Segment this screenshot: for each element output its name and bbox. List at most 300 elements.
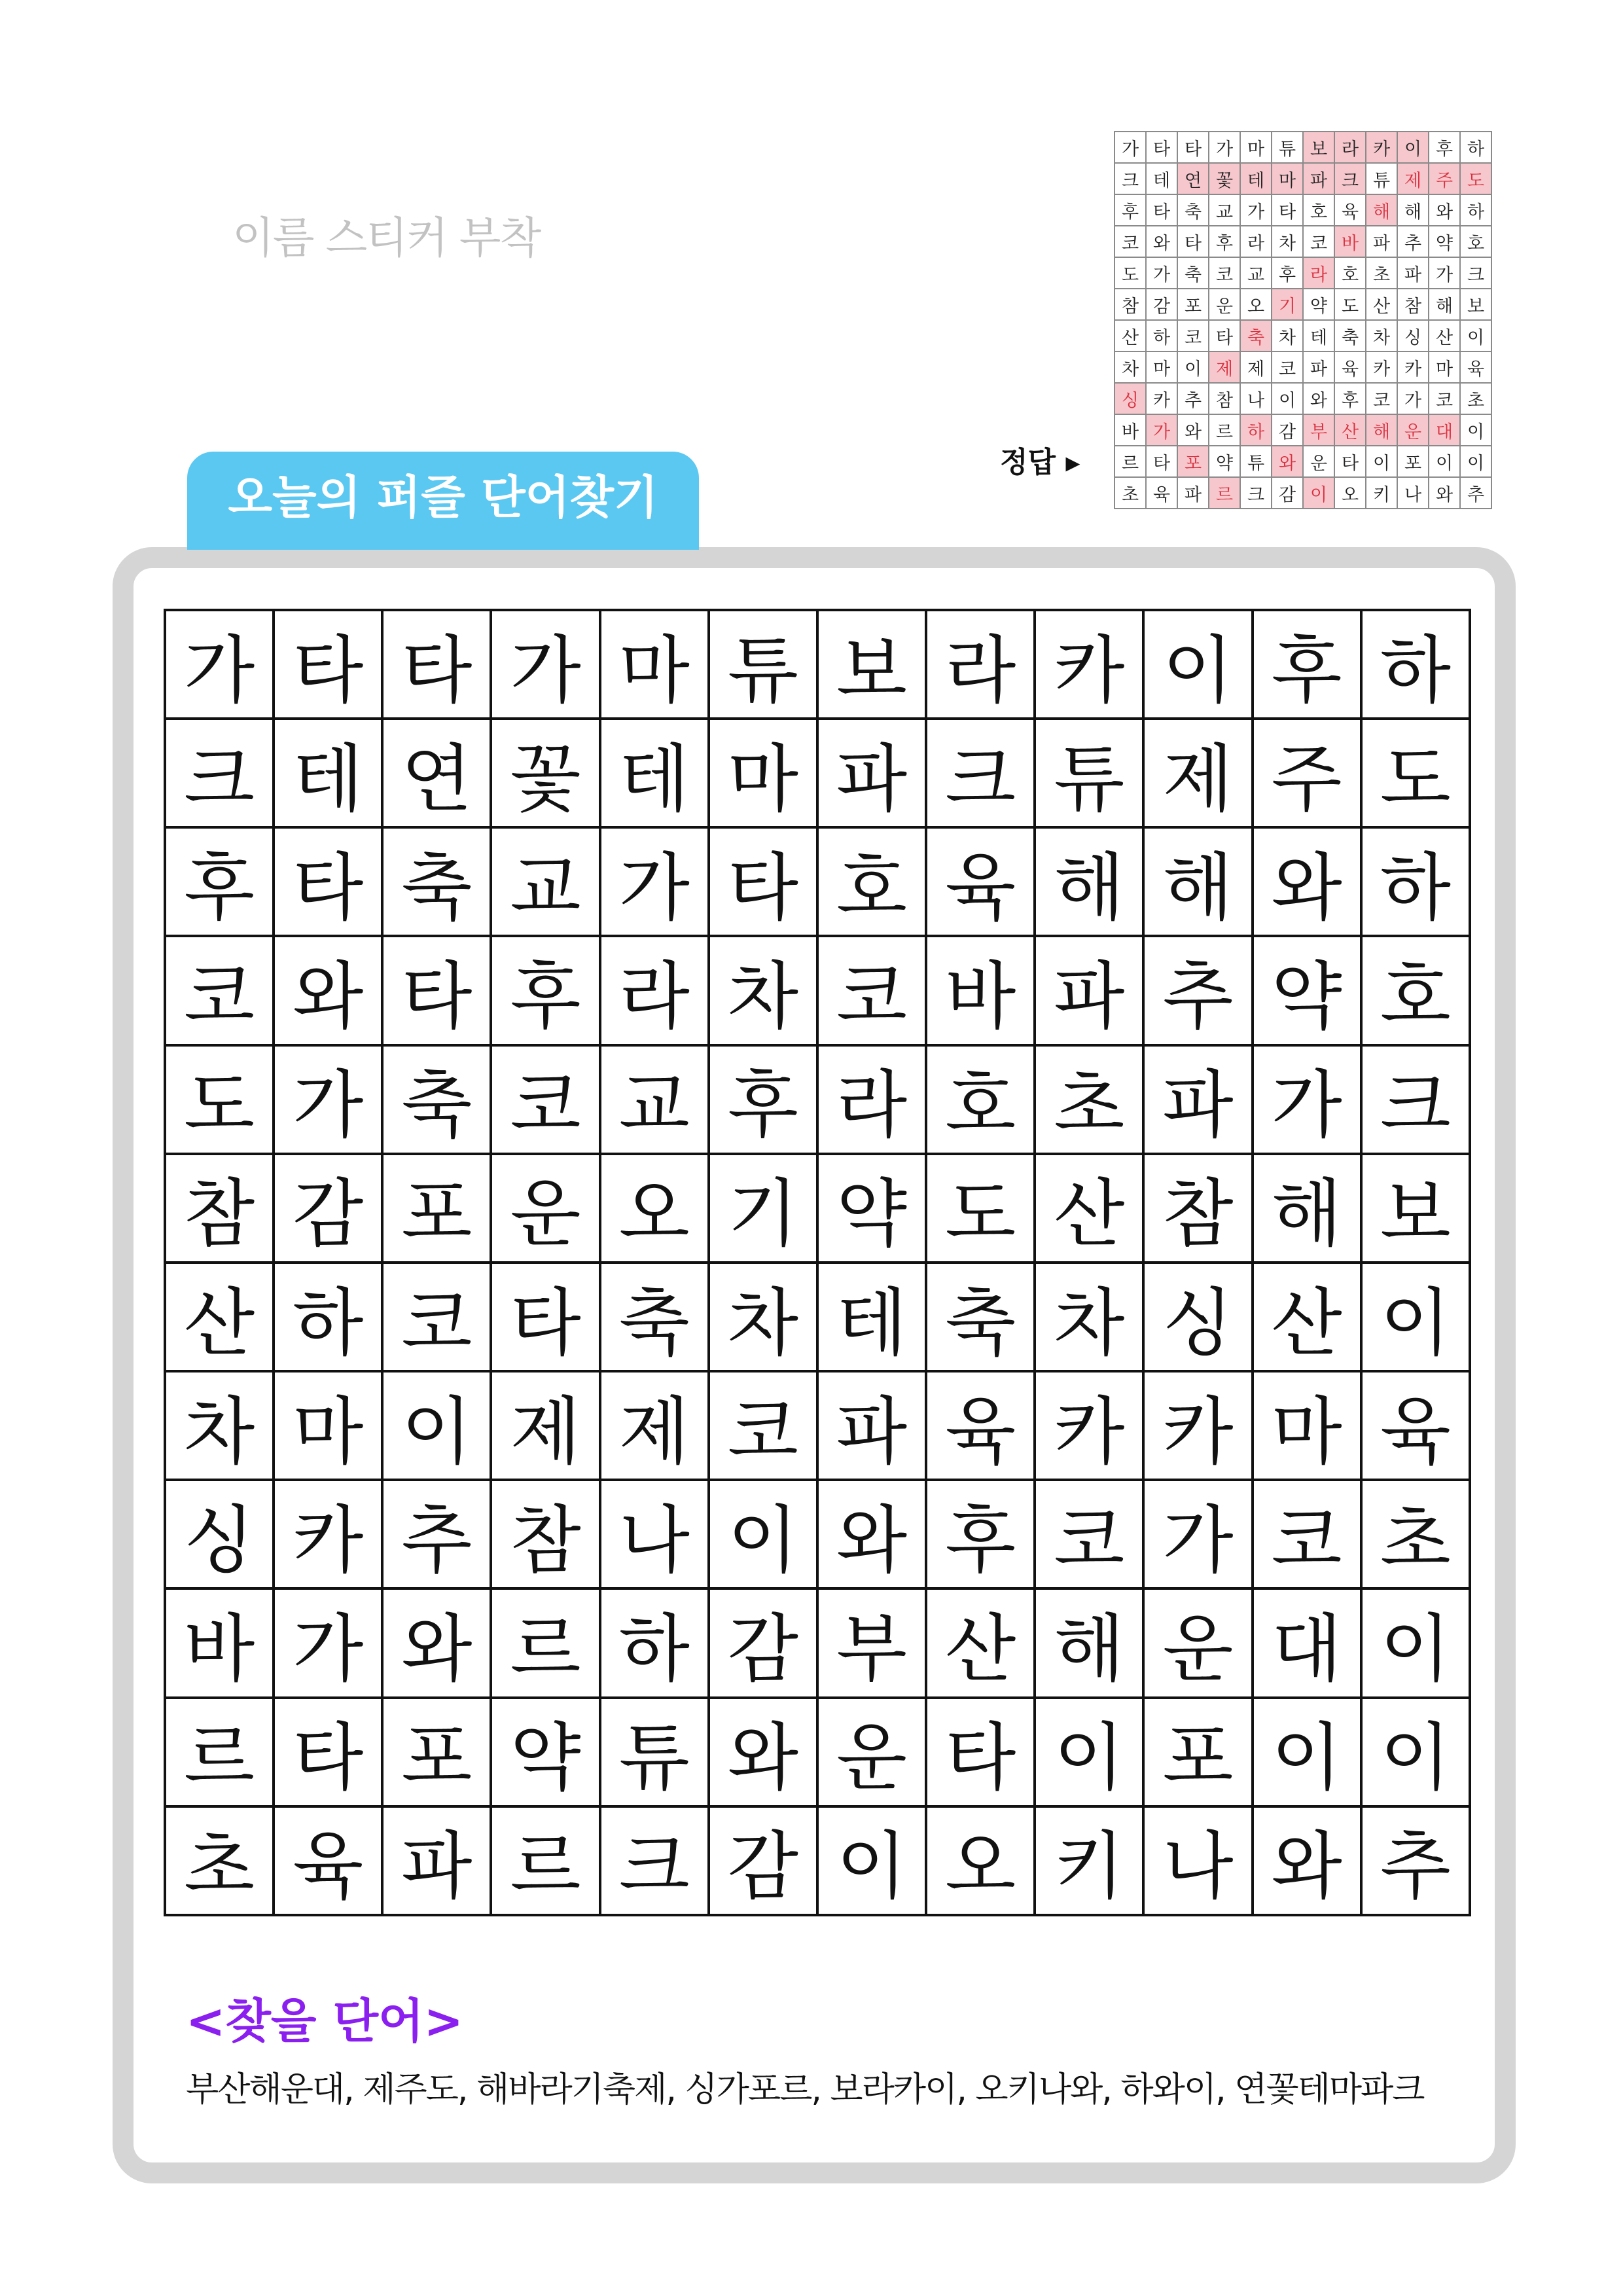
grid-cell: 육 <box>1361 1371 1470 1480</box>
answer-grid-cell: 약 <box>1303 289 1334 320</box>
answer-grid-cell: 이 <box>1366 446 1397 477</box>
grid-cell: 튜 <box>1035 719 1143 827</box>
grid-cell: 마 <box>600 610 709 719</box>
grid-cell: 와 <box>1253 1806 1361 1915</box>
grid-cell: 타 <box>926 1698 1035 1806</box>
grid-cell-row <box>165 936 1470 1045</box>
grid-cell: 이 <box>1253 1698 1361 1806</box>
grid-cell: 타 <box>709 827 817 936</box>
grid-cell: 가 <box>491 610 599 719</box>
answer-grid-cell: 축 <box>1177 257 1209 289</box>
grid-cell: 와 <box>817 1480 926 1588</box>
grid-cell: 나 <box>1143 1806 1252 1915</box>
answer-grid-cell-row <box>1115 477 1491 509</box>
grid-cell: 산 <box>926 1588 1035 1697</box>
answer-grid-cell: 후 <box>1334 383 1366 414</box>
answer-grid-cell: 육 <box>1334 351 1366 383</box>
grid-cell: 약 <box>491 1698 599 1806</box>
grid-cell: 파 <box>382 1806 491 1915</box>
answer-grid-cell: 포 <box>1397 446 1429 477</box>
answer-grid-cell: 하 <box>1460 194 1491 226</box>
answer-grid-cell: 마 <box>1240 132 1272 163</box>
answer-grid-cell: 산 <box>1366 289 1397 320</box>
grid-cell: 크 <box>1361 1045 1470 1154</box>
grid-cell-row <box>165 1480 1470 1588</box>
answer-grid-cell: 후 <box>1272 257 1303 289</box>
grid-cell: 코 <box>382 1263 491 1371</box>
answer-grid-cell: 이 <box>1460 320 1491 351</box>
grid-cell: 제 <box>1143 719 1252 827</box>
answer-grid-cell: 도 <box>1460 163 1491 194</box>
grid-cell: 타 <box>382 610 491 719</box>
grid-cell: 바 <box>926 936 1035 1045</box>
answer-grid-cell: 르 <box>1209 477 1240 509</box>
grid-cell: 마 <box>274 1371 382 1480</box>
answer-grid-cell: 파 <box>1397 257 1429 289</box>
answer-grid-cell: 산 <box>1115 320 1146 351</box>
grid-cell: 코 <box>1253 1480 1361 1588</box>
answer-grid-cell: 와 <box>1429 194 1460 226</box>
grid-cell: 축 <box>382 1045 491 1154</box>
grid-cell: 초 <box>1035 1045 1143 1154</box>
grid-cell: 르 <box>491 1806 599 1915</box>
answer-grid-cell: 바 <box>1334 226 1366 257</box>
grid-cell-row <box>165 719 1470 827</box>
answer-grid-cell: 참 <box>1115 289 1146 320</box>
grid-cell: 바 <box>165 1588 274 1697</box>
answer-grid-cell-row <box>1115 289 1491 320</box>
grid-cell: 이 <box>709 1480 817 1588</box>
grid-cell-row <box>165 827 1470 936</box>
answer-grid-cell: 타 <box>1146 446 1177 477</box>
answer-grid-cell: 가 <box>1115 132 1146 163</box>
grid-cell: 라 <box>926 610 1035 719</box>
grid-cell: 후 <box>709 1045 817 1154</box>
answer-grid-cell: 운 <box>1209 289 1240 320</box>
grid-cell: 축 <box>382 827 491 936</box>
grid-cell: 해 <box>1035 1588 1143 1697</box>
answer-grid-cell: 코 <box>1177 320 1209 351</box>
grid-cell: 감 <box>709 1588 817 1697</box>
answer-grid-cell: 육 <box>1146 477 1177 509</box>
grid-cell-row <box>165 1045 1470 1154</box>
answer-grid-cell: 마 <box>1272 163 1303 194</box>
answer-grid-cell: 싱 <box>1115 383 1146 414</box>
grid-cell: 타 <box>382 936 491 1045</box>
answer-grid-cell: 르 <box>1209 414 1240 446</box>
answer-grid-cell: 오 <box>1334 477 1366 509</box>
grid-cell: 차 <box>709 936 817 1045</box>
answer-grid-cell: 하 <box>1460 132 1491 163</box>
answer-grid-cell: 도 <box>1115 257 1146 289</box>
answer-grid-cell: 파 <box>1303 163 1334 194</box>
grid-cell: 보 <box>1361 1154 1470 1263</box>
answer-grid-cell-row <box>1115 257 1491 289</box>
grid-cell: 튜 <box>709 610 817 719</box>
answer-grid-cell: 포 <box>1177 289 1209 320</box>
answer-grid-cell: 축 <box>1177 194 1209 226</box>
answer-grid-cell: 가 <box>1397 383 1429 414</box>
answer-grid-cell: 제 <box>1397 163 1429 194</box>
answer-grid-cell: 감 <box>1272 477 1303 509</box>
grid-cell: 해 <box>1253 1154 1361 1263</box>
answer-grid-cell: 라 <box>1240 226 1272 257</box>
answer-grid-cell: 테 <box>1303 320 1334 351</box>
grid-cell: 육 <box>926 827 1035 936</box>
grid-cell: 크 <box>600 1806 709 1915</box>
grid-cell: 르 <box>165 1698 274 1806</box>
answer-grid-cell: 코 <box>1272 351 1303 383</box>
name-sticker-label: 이름 스티커 부착 <box>232 213 541 263</box>
answer-grid-cell: 카 <box>1146 383 1177 414</box>
grid-cell: 타 <box>274 1698 382 1806</box>
grid-cell: 축 <box>600 1263 709 1371</box>
answer-grid-cell: 이 <box>1303 477 1334 509</box>
answer-grid-cell: 포 <box>1177 446 1209 477</box>
answer-grid-cell: 초 <box>1366 257 1397 289</box>
grid-cell: 나 <box>600 1480 709 1588</box>
answer-grid-cell: 제 <box>1240 351 1272 383</box>
answer-grid-cell: 와 <box>1146 226 1177 257</box>
grid-cell: 교 <box>600 1045 709 1154</box>
grid-cell: 가 <box>1143 1480 1252 1588</box>
grid-cell: 가 <box>1253 1045 1361 1154</box>
answer-grid-cell: 카 <box>1366 351 1397 383</box>
grid-cell: 타 <box>491 1263 599 1371</box>
grid-cell: 이 <box>382 1371 491 1480</box>
grid-cell: 후 <box>1253 610 1361 719</box>
grid-cell-row <box>165 1588 1470 1697</box>
answer-grid-cell: 차 <box>1115 351 1146 383</box>
answer-grid-cell: 나 <box>1397 477 1429 509</box>
grid-cell: 차 <box>165 1371 274 1480</box>
answer-grid-cell: 가 <box>1146 414 1177 446</box>
answer-grid-cell: 이 <box>1177 351 1209 383</box>
grid-cell: 차 <box>1035 1263 1143 1371</box>
grid-cell: 차 <box>709 1263 817 1371</box>
answer-grid-cell: 코 <box>1366 383 1397 414</box>
grid-cell-row <box>165 1371 1470 1480</box>
grid-cell: 싱 <box>1143 1263 1252 1371</box>
grid-cell: 해 <box>1035 827 1143 936</box>
answer-grid-cell: 차 <box>1272 226 1303 257</box>
word-search-grid <box>164 609 1471 1916</box>
answer-grid-cell: 타 <box>1334 446 1366 477</box>
grid-cell: 르 <box>491 1588 599 1697</box>
answer-grid-cell: 추 <box>1177 383 1209 414</box>
grid-cell: 후 <box>491 936 599 1045</box>
words-to-find-title: <찾을 단어> <box>186 1994 463 2049</box>
grid-cell: 해 <box>1143 827 1252 936</box>
answer-grid-cell: 감 <box>1272 414 1303 446</box>
grid-cell: 테 <box>600 719 709 827</box>
puzzle-title-tab: 오늘의 퍼즐 단어찾기 <box>187 452 699 550</box>
grid-cell-row <box>165 1263 1470 1371</box>
grid-cell: 라 <box>817 1045 926 1154</box>
grid-cell: 참 <box>491 1480 599 1588</box>
answer-grid-cell: 크 <box>1240 477 1272 509</box>
grid-cell: 운 <box>1143 1588 1252 1697</box>
answer-grid-cell: 마 <box>1429 351 1460 383</box>
grid-cell: 초 <box>165 1806 274 1915</box>
grid-cell: 파 <box>1143 1045 1252 1154</box>
answer-grid-cell: 와 <box>1303 383 1334 414</box>
answer-grid-cell: 오 <box>1240 289 1272 320</box>
answer-grid-cell: 호 <box>1334 257 1366 289</box>
grid-cell-row <box>165 1154 1470 1263</box>
grid-cell: 산 <box>1035 1154 1143 1263</box>
answer-grid-cell: 와 <box>1272 446 1303 477</box>
grid-cell: 코 <box>817 936 926 1045</box>
grid-cell: 육 <box>926 1371 1035 1480</box>
grid-cell: 파 <box>1035 936 1143 1045</box>
answer-grid-cell: 크 <box>1460 257 1491 289</box>
answer-grid-cell: 이 <box>1429 446 1460 477</box>
grid-cell: 하 <box>600 1588 709 1697</box>
answer-grid-cell: 타 <box>1209 320 1240 351</box>
answer-key-grid <box>1114 131 1492 509</box>
answer-grid-cell: 튜 <box>1366 163 1397 194</box>
answer-grid-cell: 차 <box>1272 320 1303 351</box>
grid-cell: 기 <box>709 1154 817 1263</box>
answer-grid-cell: 와 <box>1429 477 1460 509</box>
grid-cell: 부 <box>817 1588 926 1697</box>
answer-grid-cell: 파 <box>1177 477 1209 509</box>
grid-cell: 포 <box>1143 1698 1252 1806</box>
grid-cell: 추 <box>1143 936 1252 1045</box>
grid-cell: 호 <box>926 1045 1035 1154</box>
answer-grid-cell: 타 <box>1177 132 1209 163</box>
answer-grid-cell: 해 <box>1366 414 1397 446</box>
answer-grid-cell-row <box>1115 226 1491 257</box>
grid-cell: 타 <box>274 610 382 719</box>
grid-cell: 추 <box>382 1480 491 1588</box>
grid-cell: 포 <box>382 1698 491 1806</box>
answer-grid-cell: 도 <box>1334 289 1366 320</box>
answer-grid-cell: 약 <box>1209 446 1240 477</box>
answer-grid-cell: 싱 <box>1397 320 1429 351</box>
grid-cell: 마 <box>1253 1371 1361 1480</box>
answer-grid-cell: 육 <box>1460 351 1491 383</box>
grid-cell: 코 <box>709 1371 817 1480</box>
answer-grid-cell: 가 <box>1146 257 1177 289</box>
grid-cell: 코 <box>491 1045 599 1154</box>
answer-grid-cell: 파 <box>1366 226 1397 257</box>
grid-cell: 코 <box>1035 1480 1143 1588</box>
grid-cell: 카 <box>1035 610 1143 719</box>
answer-grid-cell: 카 <box>1397 351 1429 383</box>
answer-grid-cell: 축 <box>1334 320 1366 351</box>
answer-grid-cell-row <box>1115 163 1491 194</box>
answer-grid-cell: 바 <box>1115 414 1146 446</box>
answer-grid-cell: 마 <box>1146 351 1177 383</box>
grid-cell: 참 <box>1143 1154 1252 1263</box>
grid-cell: 라 <box>600 936 709 1045</box>
answer-grid-cell: 초 <box>1115 477 1146 509</box>
answer-grid-cell: 꽃 <box>1209 163 1240 194</box>
grid-cell: 이 <box>817 1806 926 1915</box>
answer-label: 정답 ▸ <box>1000 446 1080 479</box>
grid-cell: 테 <box>274 719 382 827</box>
grid-cell: 가 <box>600 827 709 936</box>
answer-grid-cell: 르 <box>1115 446 1146 477</box>
answer-grid-cell: 코 <box>1429 383 1460 414</box>
grid-cell: 대 <box>1253 1588 1361 1697</box>
grid-cell: 카 <box>1035 1371 1143 1480</box>
grid-cell: 도 <box>1361 719 1470 827</box>
answer-grid-cell: 키 <box>1366 477 1397 509</box>
answer-grid-cell: 운 <box>1303 446 1334 477</box>
answer-grid-cell: 후 <box>1209 226 1240 257</box>
answer-grid-cell: 참 <box>1397 289 1429 320</box>
grid-cell: 마 <box>709 719 817 827</box>
answer-grid-cell-row <box>1115 351 1491 383</box>
answer-grid-cell: 타 <box>1272 194 1303 226</box>
answer-grid-cell: 나 <box>1240 383 1272 414</box>
grid-cell: 보 <box>817 610 926 719</box>
grid-cell: 산 <box>165 1263 274 1371</box>
answer-grid-cell: 테 <box>1240 163 1272 194</box>
grid-cell-row <box>165 1806 1470 1915</box>
answer-grid-cell: 부 <box>1303 414 1334 446</box>
answer-grid-cell: 가 <box>1209 132 1240 163</box>
answer-grid-cell: 라 <box>1303 257 1334 289</box>
grid-cell: 운 <box>491 1154 599 1263</box>
grid-cell: 이 <box>1361 1588 1470 1697</box>
grid-cell: 도 <box>165 1045 274 1154</box>
answer-grid-cell: 코 <box>1303 226 1334 257</box>
answer-grid-cell: 하 <box>1240 414 1272 446</box>
answer-grid-cell: 보 <box>1303 132 1334 163</box>
grid-cell: 파 <box>817 719 926 827</box>
answer-grid-cell-row <box>1115 132 1491 163</box>
grid-cell: 제 <box>600 1371 709 1480</box>
answer-grid-cell: 튜 <box>1240 446 1272 477</box>
answer-grid-cell: 가 <box>1240 194 1272 226</box>
grid-cell: 와 <box>382 1588 491 1697</box>
answer-grid-cell: 튜 <box>1272 132 1303 163</box>
words-to-find-list: 부산해운대, 제주도, 해바라기축제, 싱가포르, 보라카이, 오키나와, 하와이, 연꽃테마파크 <box>186 2070 1424 2109</box>
grid-cell: 후 <box>926 1480 1035 1588</box>
answer-grid-cell: 호 <box>1303 194 1334 226</box>
answer-grid-cell: 기 <box>1272 289 1303 320</box>
grid-cell-row <box>165 610 1470 719</box>
answer-grid-cell: 카 <box>1366 132 1397 163</box>
grid-cell: 파 <box>817 1371 926 1480</box>
grid-cell: 이 <box>1035 1698 1143 1806</box>
answer-grid-cell: 해 <box>1397 194 1429 226</box>
answer-grid-cell: 보 <box>1460 289 1491 320</box>
grid-cell: 크 <box>926 719 1035 827</box>
answer-grid-cell: 코 <box>1115 226 1146 257</box>
grid-cell: 감 <box>274 1154 382 1263</box>
grid-cell: 코 <box>165 936 274 1045</box>
answer-grid-cell: 산 <box>1429 320 1460 351</box>
answer-grid-cell: 이 <box>1397 132 1429 163</box>
grid-cell: 튜 <box>600 1698 709 1806</box>
grid-cell: 오 <box>926 1806 1035 1915</box>
grid-cell: 하 <box>1361 610 1470 719</box>
answer-grid-cell: 후 <box>1429 132 1460 163</box>
grid-cell: 카 <box>274 1480 382 1588</box>
answer-grid-cell: 이 <box>1460 414 1491 446</box>
grid-cell: 초 <box>1361 1480 1470 1588</box>
answer-grid-cell-row <box>1115 414 1491 446</box>
answer-grid-cell: 해 <box>1429 289 1460 320</box>
answer-grid-cell: 초 <box>1460 383 1491 414</box>
answer-grid-cell-row <box>1115 446 1491 477</box>
grid-cell: 하 <box>274 1263 382 1371</box>
grid-cell: 하 <box>1361 827 1470 936</box>
answer-grid-cell-row <box>1115 320 1491 351</box>
answer-grid-cell: 제 <box>1209 351 1240 383</box>
answer-grid-cell: 교 <box>1240 257 1272 289</box>
grid-cell: 도 <box>926 1154 1035 1263</box>
answer-grid-cell: 호 <box>1460 226 1491 257</box>
grid-cell: 가 <box>274 1588 382 1697</box>
answer-grid-cell: 타 <box>1146 132 1177 163</box>
answer-grid-cell-row <box>1115 383 1491 414</box>
grid-cell: 추 <box>1361 1806 1470 1915</box>
answer-grid-cell: 참 <box>1209 383 1240 414</box>
grid-cell: 이 <box>1143 610 1252 719</box>
answer-grid-cell: 라 <box>1334 132 1366 163</box>
grid-cell: 이 <box>1361 1263 1470 1371</box>
answer-grid-cell: 이 <box>1460 446 1491 477</box>
answer-grid-cell: 추 <box>1397 226 1429 257</box>
answer-grid-cell: 이 <box>1272 383 1303 414</box>
grid-cell: 육 <box>274 1806 382 1915</box>
answer-grid-cell: 감 <box>1146 289 1177 320</box>
answer-grid-cell: 약 <box>1429 226 1460 257</box>
answer-grid-cell: 코 <box>1209 257 1240 289</box>
answer-grid-cell: 테 <box>1146 163 1177 194</box>
answer-grid-cell: 파 <box>1303 351 1334 383</box>
answer-grid-cell: 교 <box>1209 194 1240 226</box>
grid-cell: 꽃 <box>491 719 599 827</box>
answer-grid-cell: 연 <box>1177 163 1209 194</box>
grid-cell: 교 <box>491 827 599 936</box>
answer-grid-cell-row <box>1115 194 1491 226</box>
answer-grid-cell: 와 <box>1177 414 1209 446</box>
grid-cell: 크 <box>165 719 274 827</box>
answer-grid-cell: 해 <box>1366 194 1397 226</box>
answer-grid-cell: 운 <box>1397 414 1429 446</box>
grid-cell: 축 <box>926 1263 1035 1371</box>
grid-cell: 약 <box>817 1154 926 1263</box>
answer-grid-cell: 추 <box>1460 477 1491 509</box>
grid-cell: 키 <box>1035 1806 1143 1915</box>
grid-cell: 카 <box>1143 1371 1252 1480</box>
grid-cell: 오 <box>600 1154 709 1263</box>
answer-grid-cell: 크 <box>1334 163 1366 194</box>
grid-cell: 와 <box>274 936 382 1045</box>
answer-grid-cell: 타 <box>1177 226 1209 257</box>
answer-grid-cell: 대 <box>1429 414 1460 446</box>
answer-grid-cell: 하 <box>1146 320 1177 351</box>
grid-cell: 감 <box>709 1806 817 1915</box>
answer-grid-cell: 크 <box>1115 163 1146 194</box>
answer-grid-cell: 주 <box>1429 163 1460 194</box>
grid-cell: 가 <box>274 1045 382 1154</box>
grid-cell: 와 <box>709 1698 817 1806</box>
grid-cell: 산 <box>1253 1263 1361 1371</box>
grid-cell: 운 <box>817 1698 926 1806</box>
grid-cell: 후 <box>165 827 274 936</box>
grid-cell: 호 <box>1361 936 1470 1045</box>
answer-grid-cell: 차 <box>1366 320 1397 351</box>
grid-cell: 연 <box>382 719 491 827</box>
